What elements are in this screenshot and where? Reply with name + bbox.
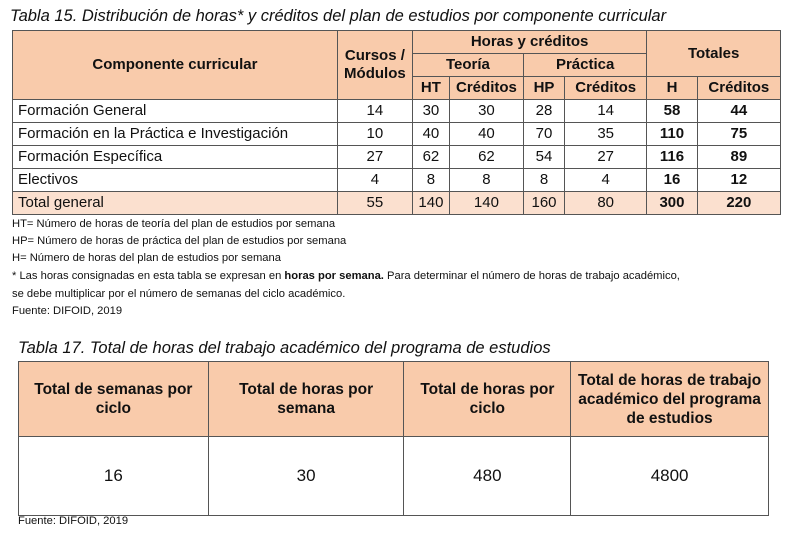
table-row xyxy=(13,146,781,169)
cell-total-credits: 75 xyxy=(697,123,780,146)
header-total-academic-hours: Total de horas de trabajo académico del programa de estudios xyxy=(571,362,769,437)
header-practice: Práctica xyxy=(523,54,646,77)
note-h: H= Número de horas del plan de estudios por semana xyxy=(12,252,281,264)
header-credits-theory: Créditos xyxy=(449,77,523,100)
header-h: H xyxy=(647,77,697,100)
cell-credits-practice: 14 xyxy=(565,100,647,123)
header-hp: HP xyxy=(523,77,564,100)
cell-total-h: 110 xyxy=(647,123,697,146)
cell-hp: 54 xyxy=(523,146,564,169)
cell-total-credits: 44 xyxy=(697,100,780,123)
cell-total-credits: 220 xyxy=(697,192,780,215)
cell-credits-theory: 40 xyxy=(449,123,523,146)
note-asterisk-pre: * Las horas consignadas en esta tabla se expresan en xyxy=(12,270,285,282)
table15 xyxy=(12,30,781,215)
cell-courses: 55 xyxy=(337,192,412,215)
cell-ht: 8 xyxy=(412,169,449,192)
header-theory: Teoría xyxy=(412,54,523,77)
header-hours-credits: Horas y créditos xyxy=(412,31,646,54)
table-row xyxy=(13,123,781,146)
header-credits-practice: Créditos xyxy=(565,77,647,100)
note-asterisk-post: Para determinar el número de horas de trabajo académico, xyxy=(383,270,680,282)
header-ht: HT xyxy=(412,77,449,100)
cell-ht: 40 xyxy=(412,123,449,146)
cell-credits-practice: 80 xyxy=(565,192,647,215)
cell-credits-theory: 62 xyxy=(449,146,523,169)
cell-total-h: 58 xyxy=(647,100,697,123)
table15-caption: Tabla 15. Distribución de horas* y créditos del plan de estudios por componente curricular xyxy=(10,7,667,25)
header-weeks-per-cycle: Total de semanas por ciclo xyxy=(19,362,209,437)
cell-ht: 30 xyxy=(412,100,449,123)
cell-credits-practice: 35 xyxy=(565,123,647,146)
cell-total-h: 300 xyxy=(647,192,697,215)
row-name: Formación en la Práctica e Investigación xyxy=(13,123,338,146)
cell-hours-per-cycle: 480 xyxy=(404,437,571,516)
source-table15: Fuente: DIFOID, 2019 xyxy=(12,305,123,317)
note-asterisk-line2: se debe multiplicar por el número de semanas del ciclo académico. xyxy=(12,288,346,300)
header-totals: Totales xyxy=(647,31,781,77)
cell-total-h: 116 xyxy=(647,146,697,169)
cell-hp: 28 xyxy=(523,100,564,123)
source-table17: Fuente: DIFOID, 2019 xyxy=(18,515,129,527)
header-courses: Cursos / Módulos xyxy=(337,31,412,100)
cell-courses: 4 xyxy=(337,169,412,192)
cell-credits-theory: 30 xyxy=(449,100,523,123)
cell-credits-practice: 4 xyxy=(565,169,647,192)
note-asterisk-bold: horas por semana. xyxy=(284,270,384,282)
cell-hp: 160 xyxy=(523,192,564,215)
cell-ht: 140 xyxy=(412,192,449,215)
cell-total-academic-hours: 4800 xyxy=(571,437,769,516)
header-hours-per-week: Total de horas por semana xyxy=(208,362,404,437)
cell-total-credits: 12 xyxy=(697,169,780,192)
cell-courses: 10 xyxy=(337,123,412,146)
header-credits-total: Créditos xyxy=(697,77,780,100)
cell-total-h: 16 xyxy=(647,169,697,192)
table17 xyxy=(18,361,769,516)
cell-weeks-per-cycle: 16 xyxy=(19,437,209,516)
cell-credits-practice: 27 xyxy=(565,146,647,169)
note-asterisk xyxy=(12,269,680,284)
cell-hp: 8 xyxy=(523,169,564,192)
table-row xyxy=(13,100,781,123)
header-hours-per-cycle: Total de horas por ciclo xyxy=(404,362,571,437)
table-row xyxy=(13,169,781,192)
table-row-total xyxy=(13,192,781,215)
row-name: Total general xyxy=(13,192,338,215)
row-name: Formación General xyxy=(13,100,338,123)
cell-ht: 62 xyxy=(412,146,449,169)
cell-total-credits: 89 xyxy=(697,146,780,169)
cell-hours-per-week: 30 xyxy=(208,437,404,516)
cell-courses: 27 xyxy=(337,146,412,169)
row-name: Electivos xyxy=(13,169,338,192)
cell-hp: 70 xyxy=(523,123,564,146)
table17-caption: Tabla 17. Total de horas del trabajo académico del programa de estudios xyxy=(18,339,551,357)
note-ht: HT= Número de horas de teoría del plan de estudios por semana xyxy=(12,218,336,230)
table-row xyxy=(19,437,769,516)
header-component: Componente curricular xyxy=(13,31,338,100)
cell-credits-theory: 8 xyxy=(449,169,523,192)
note-hp: HP= Número de horas de práctica del plan de estudios por semana xyxy=(12,235,347,247)
row-name: Formación Específica xyxy=(13,146,338,169)
cell-courses: 14 xyxy=(337,100,412,123)
cell-credits-theory: 140 xyxy=(449,192,523,215)
